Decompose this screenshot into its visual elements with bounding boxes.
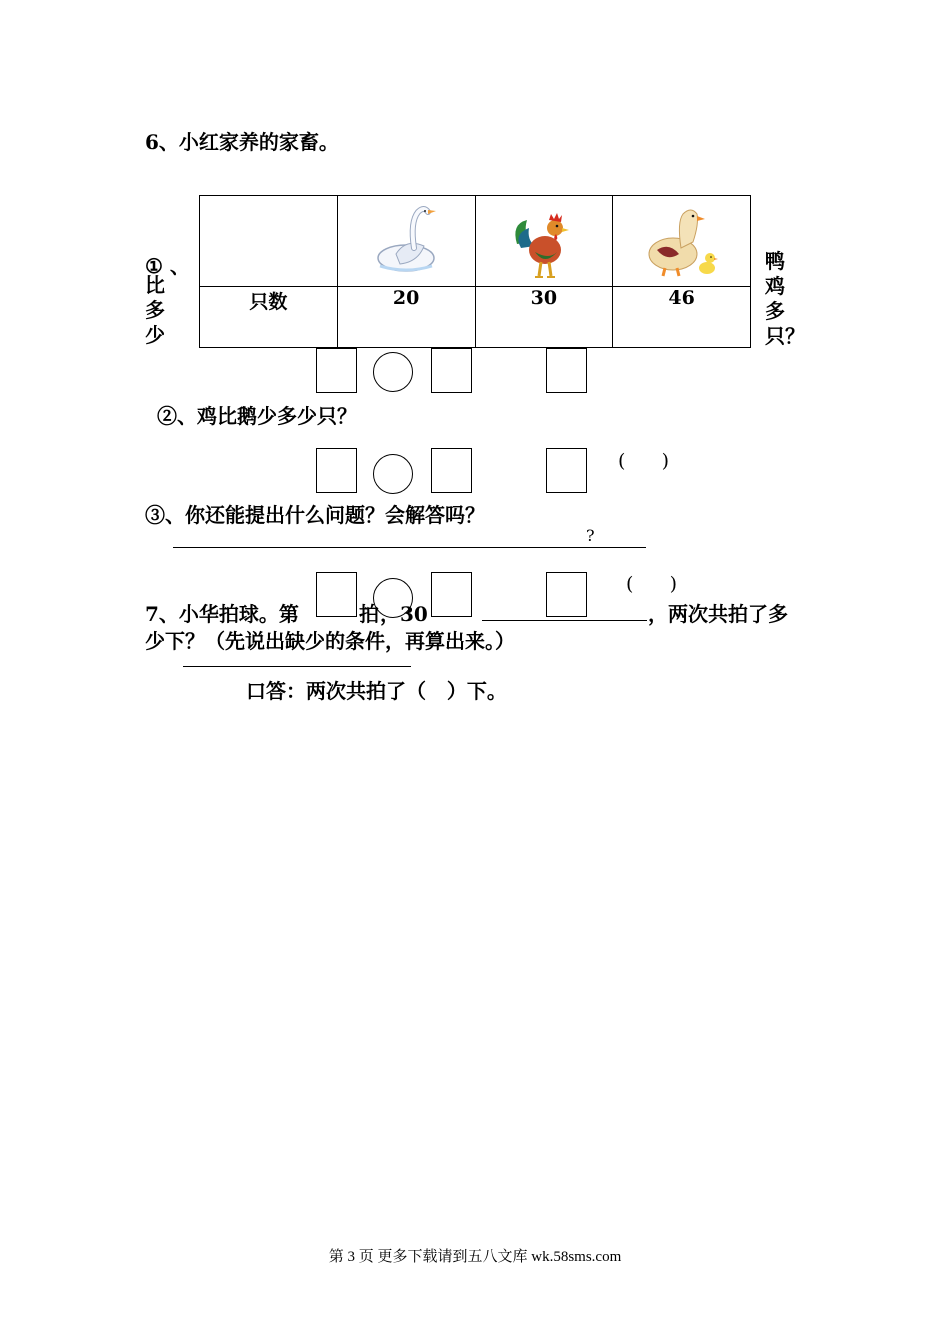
- missing-condition-line[interactable]: [482, 620, 647, 621]
- question-7-part-c: ，30: [380, 602, 428, 626]
- sub1-right-char: 多: [765, 299, 785, 323]
- sub2-question: ②、鸡比鹅少多少只？: [157, 404, 357, 428]
- duck-icon: [643, 202, 721, 282]
- answer-box[interactable]: [431, 448, 472, 493]
- operator-circle[interactable]: [373, 454, 413, 494]
- row-label-count: 只数: [200, 287, 338, 348]
- unit-paren: ( ): [618, 450, 670, 472]
- goose-count: 20: [337, 287, 475, 348]
- question-7-part-b: 拍: [359, 602, 379, 626]
- sub1-left-char: 少: [145, 323, 165, 347]
- question-7-answer: 口答：两次共拍了（ ）下。: [246, 679, 507, 703]
- sub1-right-char: 鸭: [765, 249, 785, 273]
- question-7-part-a: 7、小华拍球。第: [145, 602, 299, 626]
- rooster-cell: [475, 196, 613, 287]
- duck-count: 46: [613, 287, 751, 348]
- question-6-title: 6、小红家养的家畜。: [145, 130, 339, 154]
- question-7-line-2: 少下？（先说出缺少的条件，再算出来。）: [145, 629, 515, 653]
- table-corner-cell: [200, 196, 338, 287]
- unit-paren: ( ): [626, 573, 678, 595]
- goose-icon: [366, 202, 446, 282]
- work-line[interactable]: [183, 666, 411, 667]
- answer-box[interactable]: [316, 572, 357, 617]
- answer-box[interactable]: [316, 448, 357, 493]
- livestock-table: [199, 195, 751, 348]
- sub3-question: ③、你还能提出什么问题？会解答吗？: [145, 503, 485, 527]
- question-write-line[interactable]: [173, 547, 646, 548]
- page-footer: 第 3 页 更多下载请到五八文库 wk.58sms.com: [328, 1249, 622, 1265]
- question-mark: ?: [586, 526, 595, 545]
- duck-cell: [613, 196, 751, 287]
- result-box[interactable]: [546, 572, 587, 617]
- answer-box[interactable]: [316, 348, 357, 393]
- result-box[interactable]: [546, 448, 587, 493]
- operator-circle[interactable]: [373, 352, 413, 392]
- sub1-right-text: [765, 249, 805, 349]
- result-box[interactable]: [546, 348, 587, 393]
- question-7-part-d: ，两次共拍了多: [648, 602, 788, 626]
- goose-cell: [337, 196, 475, 287]
- rooster-icon: [509, 204, 579, 282]
- rooster-count: 30: [475, 287, 613, 348]
- answer-box[interactable]: [431, 572, 472, 617]
- sub1-left-text: [143, 273, 167, 348]
- sub1-left-char: 多: [145, 298, 165, 322]
- sub1-left-char: 比: [145, 273, 165, 297]
- sub1-right-char: 只？: [765, 324, 805, 348]
- sub1-marker: ① 、: [145, 254, 190, 278]
- sub1-right-char: 鸡: [765, 274, 785, 298]
- answer-box[interactable]: [431, 348, 472, 393]
